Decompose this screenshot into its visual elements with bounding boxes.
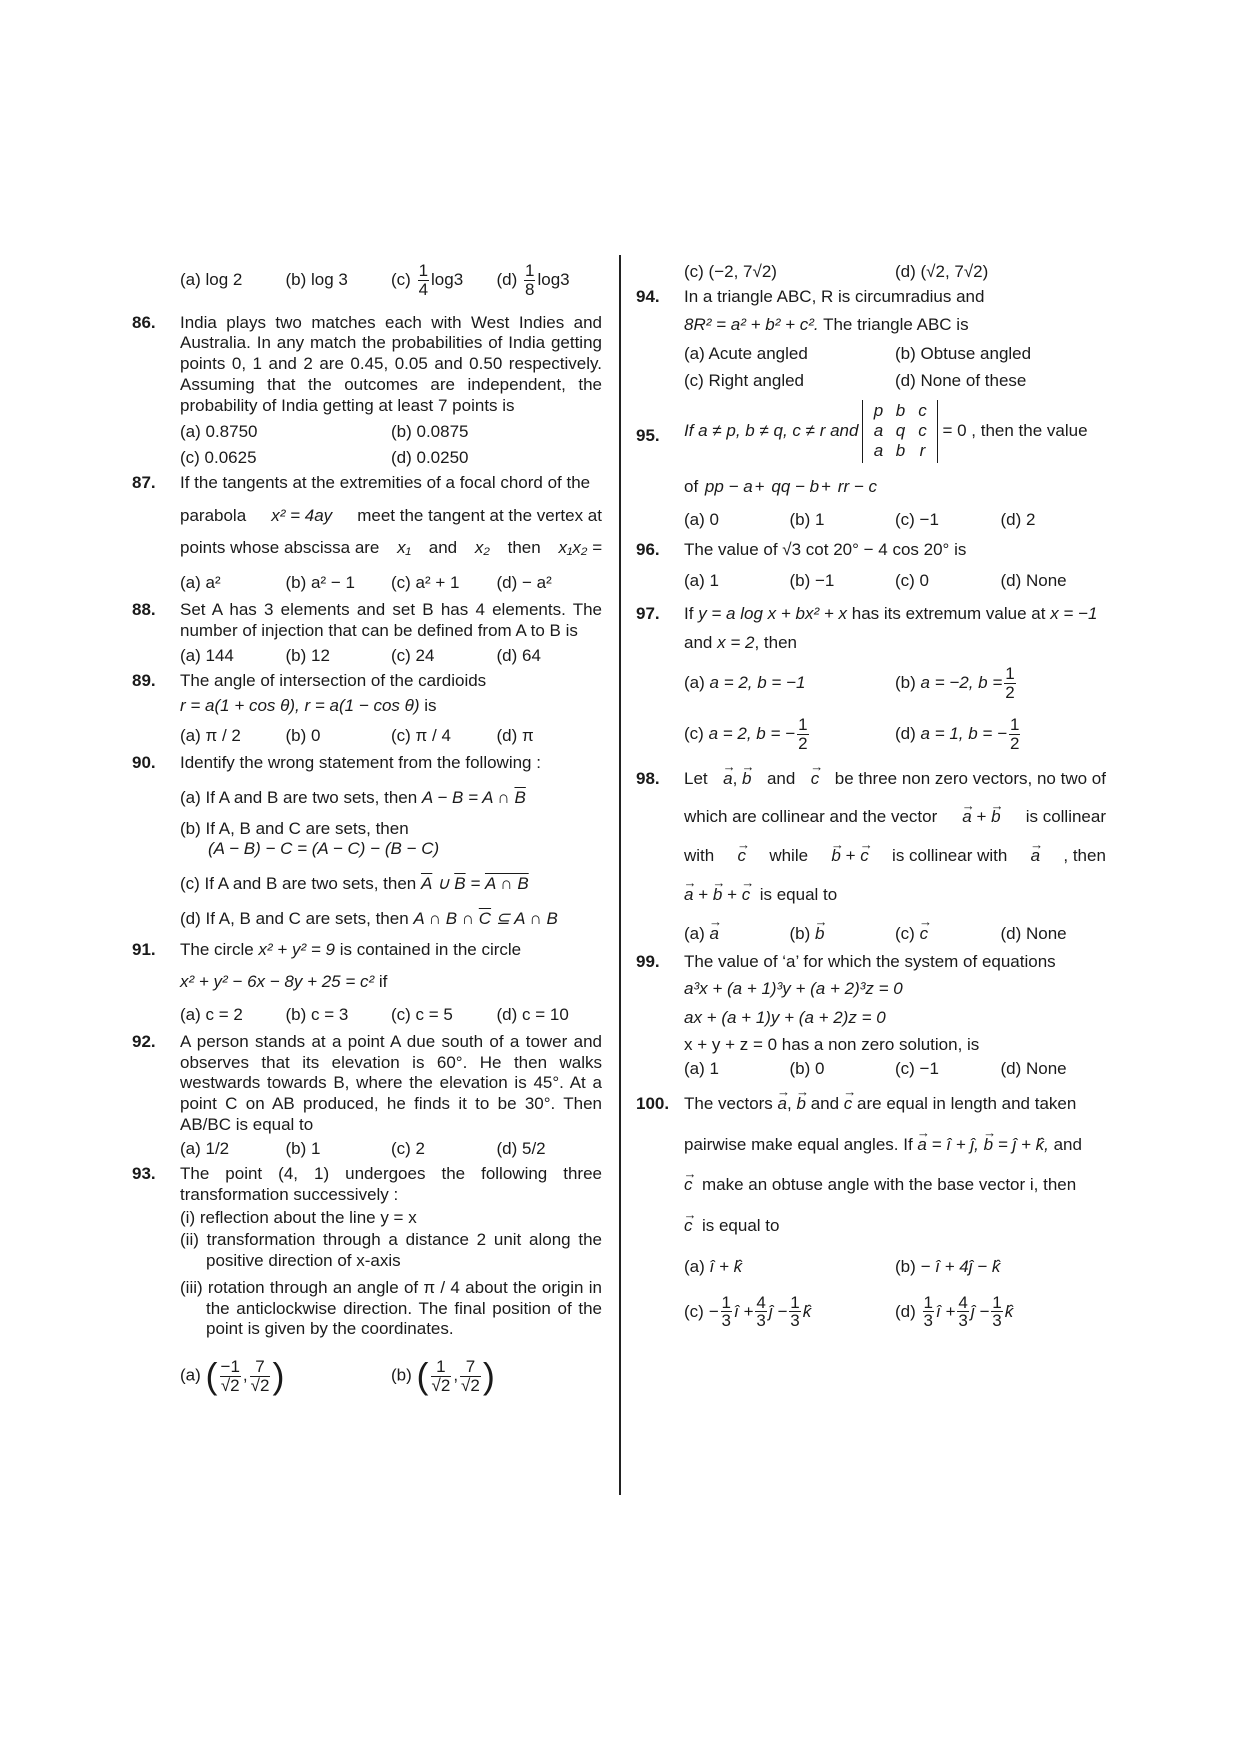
option-d: (d) If A, B and C are sets, then A ∩ B ∩ $\overline{C}$ ⊆ A ∩ B — [180, 908, 558, 928]
option-a: (a) log 2 — [180, 269, 243, 289]
question-number: 97. — [636, 603, 660, 623]
option-a: (a) If A and B are two sets, then A − B = A ∩ $\overline{B}$ — [180, 787, 526, 807]
question-number: 91. — [132, 939, 156, 959]
question-text: Set A has 3 elements and set B has 4 elements. The number of injection that can be defined from A to B is — [180, 599, 602, 640]
option-c: (c) π / 4 — [391, 726, 451, 746]
equation-3: x + y + z = 0 has a non zero solution, is — [684, 1034, 980, 1054]
option-a: (a) î + k̂ — [684, 1256, 743, 1276]
option-b: (b) 0 — [789, 1059, 825, 1079]
question-100 — [636, 1094, 1106, 1330]
question-number: 98. — [636, 768, 660, 788]
question-text: pairwise make equal angles. If → a = î + ĵ, → b = ĵ + k̂, and — [684, 1135, 1106, 1156]
question-number: 94. — [636, 286, 660, 306]
question-94 — [636, 287, 1106, 392]
option-d: (d) a = 1, b = − $\frac{1}{2}$ — [895, 714, 1020, 753]
question-number: 93. — [132, 1164, 156, 1184]
equation-1: a³x + (a + 1)³y + (a + 2)³z = 0 — [684, 979, 903, 999]
option-c: (c) $\frac{1}{4}$ log3 — [391, 261, 464, 299]
question-96 — [636, 540, 1106, 591]
option-c: (c) → c — [895, 924, 1001, 945]
option-c: (c) − $\frac{1}{3}$ î + $\frac{4}{3}$ ĵ − $\frac{1}{3}$ k̂ — [684, 1292, 812, 1331]
question-99 — [636, 952, 1106, 1080]
option-c: (c) 24 — [391, 646, 435, 666]
option-d: (d) $\frac{1}{3}$ î + $\frac{4}{3}$ ĵ − $\frac{1}{3}$ k̂ — [895, 1292, 1014, 1331]
option-b: (b) log 3 — [285, 269, 348, 289]
question-number: 86. — [132, 312, 156, 332]
option-d: (d) 0.0250 — [391, 448, 469, 468]
question-text: The point (4, 1) undergoes the following three transformation successively : — [180, 1164, 602, 1204]
question-text: The angle of intersection of the cardioids — [180, 670, 487, 690]
question-expression: x² + y² − 6x − 8y + 25 = c² if — [180, 972, 388, 992]
question-text: → c is equal to — [684, 1216, 1106, 1237]
option-b: (b) 0 — [285, 726, 321, 746]
option-d: (d) 5/2 — [496, 1139, 546, 1159]
step-i: (i) reflection about the line y = x — [180, 1207, 417, 1227]
question-89 — [132, 671, 602, 747]
question-text: → a + → b + → c is equal to — [684, 885, 1106, 906]
question-text: The value of ‘a’ for which the system of equations — [684, 952, 1056, 972]
question-number: 92. — [132, 1031, 156, 1051]
option-a: (a) π / 2 — [180, 726, 241, 746]
option-b: (b) − î + 4ĵ − k̂ — [895, 1256, 1001, 1276]
question-text: In a triangle ABC, R is circumradius and — [684, 286, 985, 306]
option-c: (c) Right angled — [684, 370, 805, 390]
option-b: (b) → b — [790, 924, 896, 945]
option-a: (a) 144 — [180, 646, 234, 666]
option-a: (a) 0.8750 — [180, 422, 258, 442]
question-number: 90. — [132, 753, 156, 773]
option-d: (d) 2 — [1000, 509, 1036, 529]
option-d: (d) None — [1000, 923, 1067, 943]
option-b: (b) a² − 1 — [285, 573, 355, 593]
question-text: 8R² = a² + b² + c². The triangle ABC is — [684, 315, 969, 335]
question-text: and x = 2, then — [684, 632, 797, 652]
option-c: (c) −1 — [895, 1059, 939, 1079]
question-number: 95. — [636, 425, 660, 445]
option-c: (c) 0.0625 — [180, 448, 257, 468]
question-98 — [636, 769, 1106, 945]
determinant-matrix: p b c a q c a b r — [862, 400, 938, 463]
question-text: Let → a, → b and → c be three non zero vectors, no two of — [684, 769, 1106, 790]
question-expression: of pp − a + qq − b + rr − c — [684, 476, 878, 497]
option-b: (b) ( $\frac{1}{√2}$ , $\frac{7}{√2}$ ) — [391, 1355, 495, 1397]
option-c: (c) c = 5 — [391, 1005, 453, 1025]
option-b: (b) a = −2, b = $\frac{1}{2}$ — [895, 664, 1015, 703]
option-d: (d) $\frac{1}{8}$ log3 — [496, 261, 570, 299]
option-b: (b) Obtuse angled — [895, 344, 1032, 364]
right-column — [636, 262, 1106, 1330]
option-d: (d) (√2, 7√2) — [895, 262, 989, 281]
question-text: which are collinear and the vector → a + → b is collinear — [684, 807, 1106, 828]
option-c: (c) a = 2, b = − $\frac{1}{2}$ — [684, 714, 808, 753]
question-text: parabola x² = 4ay meet the tangent at the vertex at — [180, 505, 602, 525]
option-d: (d) None — [1000, 1059, 1067, 1079]
question-text: The value of √3 cot 20° − 4 cos 20° is — [684, 540, 967, 560]
question-95 — [636, 400, 1106, 531]
question-text: If y = a log x + bx² + x has its extremum value at x = −1 — [684, 603, 1098, 623]
question-93-options-cd — [636, 262, 1106, 283]
equation-2: ax + (a + 1)y + (a + 2)z = 0 — [684, 1007, 886, 1027]
question-text: → c make an obtuse angle with the base vector i, then — [684, 1175, 1106, 1196]
question-number: 100. — [636, 1093, 670, 1113]
option-d: (d) None of these — [895, 370, 1027, 390]
option-d: (d) None — [1000, 571, 1067, 591]
option-a: (a) ( $\frac{-1}{√2}$ , $\frac{7}{√2}$ ) — [180, 1355, 285, 1397]
option-a: (a) 1 — [684, 571, 719, 591]
question-86 — [132, 313, 602, 469]
option-c: (c) −1 — [895, 509, 939, 529]
question-90 — [132, 753, 602, 929]
question-97 — [636, 604, 1106, 753]
option-a: (a) 0 — [684, 509, 719, 529]
question-text: If the tangents at the extremities of a focal chord of the — [180, 472, 591, 492]
option-b: (b) 1 — [789, 509, 825, 529]
option-c: (c) 0 — [895, 571, 929, 591]
question-expression: r = a(1 + cos θ), r = a(1 − cos θ) is — [180, 695, 437, 715]
option-a: (a) c = 2 — [180, 1005, 243, 1025]
question-text: with → c while → b + → c is collinear with → a , then — [684, 846, 1106, 867]
option-a: (a) Acute angled — [684, 344, 808, 364]
option-d: (d) c = 10 — [496, 1005, 569, 1025]
question-number: 99. — [636, 952, 660, 972]
option-d: (d) − a² — [496, 573, 552, 593]
question-text: A person stands at a point A due south of a tower and observes that its elevation is 60°. He then walks westwards towards B, where the elevation is 45°. At a point C on AB produced, he finds it to be 30°. Then AB/BC is equal to — [180, 1031, 602, 1134]
question-85-options — [132, 262, 602, 299]
option-b: (b) −1 — [789, 571, 835, 591]
question-number: 96. — [636, 540, 660, 560]
option-b: (b) c = 3 — [285, 1005, 349, 1025]
option-c: (c) (−2, 7√2) — [684, 262, 777, 281]
option-a: (a) a² — [180, 573, 221, 593]
question-91 — [132, 940, 602, 1026]
question-text: Identify the wrong statement from the following : — [180, 753, 541, 773]
question-number: 87. — [132, 472, 156, 492]
option-d: (d) π — [496, 726, 534, 746]
option-d: (d) 64 — [496, 646, 541, 666]
option-a: (a) 1 — [684, 1059, 719, 1079]
question-87 — [132, 473, 602, 594]
option-c: (c) 2 — [391, 1139, 425, 1159]
option-c: (c) If A and B are two sets, then $\overline{A}$ ∪ $\overline{B} = A$ ∩ B — [180, 874, 529, 894]
option-c: (c) a² + 1 — [391, 573, 460, 593]
question-text: points whose abscissa are x₁ and x₂ then x₁x₂ = — [180, 538, 602, 558]
step-iii: (iii) rotation through an angle of π / 4 about the origin in the anticlockwise direction. The final position of the point is given by the coordinates. — [180, 1277, 602, 1339]
question-text: The circle x² + y² = 9 is contained in the circle — [180, 939, 522, 959]
option-b: (b) 1 — [285, 1139, 321, 1159]
option-a: (a) 1/2 — [180, 1139, 230, 1159]
option-b: (b) If A, B and C are sets, then (A − B) − C = (A − C) − (B − C) — [180, 818, 440, 859]
question-text: If a ≠ p, b ≠ q, c ≠ r and p b c a q c a b r = 0 , then the value — [684, 400, 1106, 463]
question-88 — [132, 600, 602, 667]
option-a: (a) a = 2, b = −1 — [684, 673, 806, 693]
question-text: The vectors → a, → b and → c are equal in length and taken — [684, 1094, 1106, 1115]
question-92 — [132, 1032, 602, 1160]
question-number: 88. — [132, 599, 156, 619]
question-text: India plays two matches each with West Indies and Australia. In any match the probabilities of India getting points 0, 1 and 2 are 0.45, 0.05 and 0.50 respectively. Assuming that the outcomes are independent, the probability of India getting at least 7 points is — [180, 312, 602, 415]
option-a: (a) → a — [684, 924, 790, 945]
question-number: 89. — [132, 670, 156, 690]
option-b: (b) 0.0875 — [391, 422, 469, 442]
column-divider — [619, 255, 621, 1495]
question-93 — [132, 1164, 602, 1398]
step-ii: (ii) transformation through a distance 2 unit along the positive direction of x-axis — [180, 1230, 602, 1271]
option-b: (b) 12 — [285, 646, 330, 666]
left-column — [132, 262, 602, 1398]
